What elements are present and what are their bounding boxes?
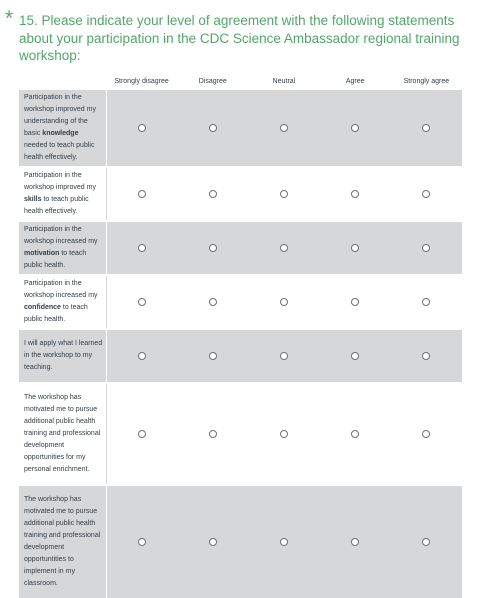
radio-strongly-agree[interactable] [422,352,430,360]
radio-agree[interactable] [351,538,359,546]
row-label: Participation in the workshop improved my skills to teach public health effectively. [19,168,106,220]
row-label: Participation in the workshop increased my confidence to teach public health. [19,276,106,328]
column-header-strongly-agree: Strongly agree [403,78,450,85]
radio-strongly-disagree[interactable] [138,124,146,132]
column-header-neutral: Neutral [272,78,296,85]
radio-agree[interactable] [351,430,359,438]
radio-disagree[interactable] [209,538,217,546]
row-label: The workshop has motivated me to pursue additional public health training and professional development opportuntities to implement in my classroom. [19,486,106,598]
radio-neutral[interactable] [280,352,288,360]
matrix-header-row [19,74,462,90]
row-label: Participation in the workshop increased my motivation to teach public health. [19,222,106,274]
radio-strongly-disagree[interactable] [138,538,146,546]
radio-disagree[interactable] [209,298,217,306]
question-header [0,0,486,65]
radio-strongly-disagree[interactable] [138,298,146,306]
radio-strongly-disagree[interactable] [138,190,146,198]
matrix-row-classroom [19,486,462,598]
radio-neutral[interactable] [280,124,288,132]
matrix-row-apply [19,330,462,382]
matrix-row-personal-enrichment [19,384,462,484]
radio-disagree[interactable] [209,244,217,252]
radio-strongly-agree[interactable] [422,190,430,198]
question-title: 15. Please indicate your level of agreement with the following statements about your participation in the CDC Science Ambassador regional training workshop: [19,13,460,63]
matrix-corner [19,74,106,90]
radio-agree[interactable] [351,124,359,132]
radio-strongly-disagree[interactable] [138,352,146,360]
radio-disagree[interactable] [209,190,217,198]
radio-disagree[interactable] [209,352,217,360]
matrix-row-confidence [19,276,462,328]
radio-strongly-agree[interactable] [422,298,430,306]
row-label: Participation in the workshop improved my understanding of the basic knowledge needed to teach public health effectively. [19,90,106,166]
radio-strongly-agree[interactable] [422,538,430,546]
column-header-strongly-disagree: Strongly disagree [114,78,169,85]
matrix-row-motivation [19,222,462,274]
radio-neutral[interactable] [280,538,288,546]
radio-strongly-disagree[interactable] [138,244,146,252]
radio-strongly-agree[interactable] [422,244,430,252]
radio-strongly-agree[interactable] [422,430,430,438]
likert-matrix [19,74,462,598]
required-asterisk: * [5,7,14,30]
radio-neutral[interactable] [280,298,288,306]
column-header-disagree: Disagree [198,78,227,85]
radio-disagree[interactable] [209,430,217,438]
matrix-row-knowledge [19,90,462,166]
radio-neutral[interactable] [280,244,288,252]
row-label: I will apply what I learned in the workshop to my teaching. [19,330,106,382]
radio-neutral[interactable] [280,430,288,438]
row-label: The workshop has motivated me to pursue additional public health training and professional development opportunities for my personal enrichment. [19,384,106,484]
radio-agree[interactable] [351,352,359,360]
radio-agree[interactable] [351,190,359,198]
radio-strongly-agree[interactable] [422,124,430,132]
radio-agree[interactable] [351,298,359,306]
radio-strongly-disagree[interactable] [138,430,146,438]
column-header-agree: Agree [345,78,365,85]
radio-disagree[interactable] [209,124,217,132]
radio-agree[interactable] [351,244,359,252]
matrix-row-skills [19,168,462,220]
radio-neutral[interactable] [280,190,288,198]
